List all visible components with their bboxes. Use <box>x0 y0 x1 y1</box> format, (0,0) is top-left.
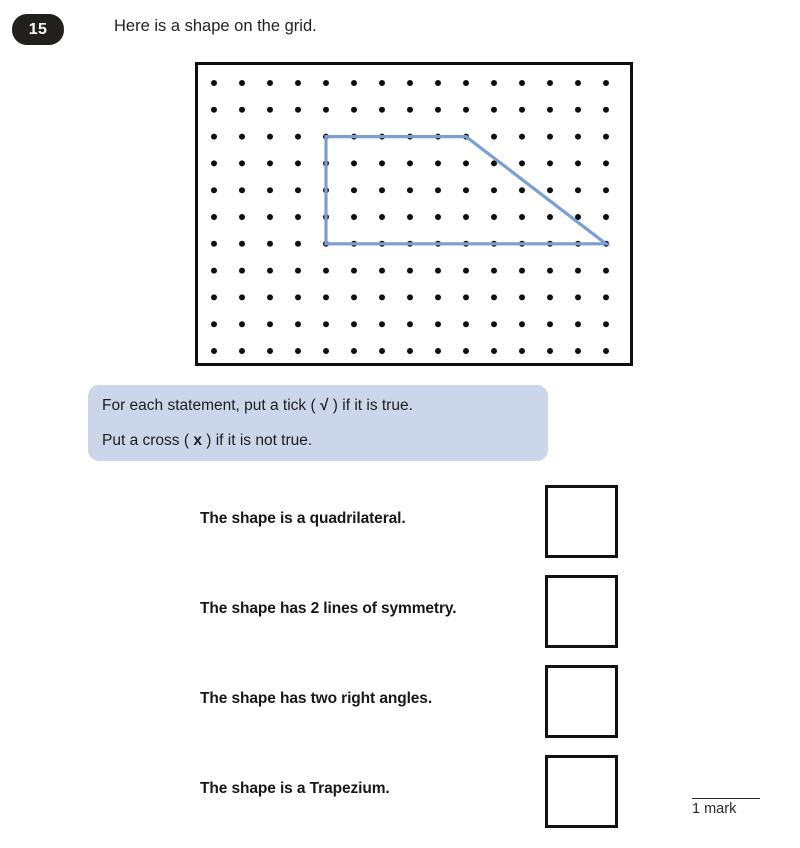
statement-row <box>0 658 800 748</box>
grid-dot <box>547 187 553 193</box>
grid-dot <box>351 107 357 113</box>
statements-list <box>0 478 800 838</box>
grid-dot <box>463 321 469 327</box>
grid-dot <box>211 214 217 220</box>
grid-dot <box>463 187 469 193</box>
instruction-cross-prefix: Put a cross ( <box>102 431 194 449</box>
grid-dot <box>491 107 497 113</box>
tick-icon: √ <box>319 397 329 414</box>
grid-dot <box>351 80 357 86</box>
grid-dot <box>435 80 441 86</box>
statement-label-quadrilateral: The shape is a quadrilateral. <box>200 510 406 527</box>
grid-dot <box>239 187 245 193</box>
instruction-tick-prefix: For each statement, put a tick ( <box>102 397 320 414</box>
statement-label-trapezium: The shape is a Trapezium. <box>200 780 390 797</box>
grid-dot <box>547 268 553 274</box>
grid-dot <box>463 107 469 113</box>
grid-dot <box>435 107 441 113</box>
grid-dot <box>519 294 525 300</box>
grid-dot <box>211 268 217 274</box>
grid-dot <box>491 134 497 140</box>
instruction-tick-suffix: ) if it is true. <box>328 397 413 414</box>
grid-dot <box>239 294 245 300</box>
grid-dot <box>435 348 441 354</box>
grid-dot <box>295 187 301 193</box>
mark-footer <box>692 798 772 817</box>
grid-dot <box>491 294 497 300</box>
grid-dot <box>519 348 525 354</box>
grid-dot <box>323 268 329 274</box>
grid-dot <box>463 268 469 274</box>
grid-dot <box>603 294 609 300</box>
grid-dot <box>239 80 245 86</box>
grid-dot <box>575 321 581 327</box>
grid-dot <box>267 160 273 166</box>
grid-dot <box>379 321 385 327</box>
mark-label: 1 mark <box>692 801 737 817</box>
dot-grid-svg <box>198 65 630 363</box>
grid-dot <box>211 348 217 354</box>
grid-dot <box>267 241 273 247</box>
grid-dot <box>267 268 273 274</box>
grid-dot <box>239 321 245 327</box>
grid-dot <box>267 187 273 193</box>
grid-dot <box>239 241 245 247</box>
grid-dot <box>519 107 525 113</box>
grid-dot <box>323 321 329 327</box>
grid-dot <box>295 214 301 220</box>
grid-dot <box>351 214 357 220</box>
grid-dot <box>575 348 581 354</box>
grid-dot <box>603 107 609 113</box>
grid-dot <box>239 160 245 166</box>
grid-dot <box>239 348 245 354</box>
grid-dot <box>603 214 609 220</box>
grid-dot <box>407 80 413 86</box>
grid-dot <box>351 160 357 166</box>
statement-row <box>0 568 800 658</box>
grid-dot <box>491 214 497 220</box>
instruction-line-cross <box>102 433 548 449</box>
grid-dot <box>379 107 385 113</box>
grid-dot <box>603 187 609 193</box>
grid-dot <box>603 134 609 140</box>
grid-dot <box>351 294 357 300</box>
grid-dot <box>407 348 413 354</box>
grid-dot <box>407 214 413 220</box>
question-header <box>0 0 800 60</box>
grid-dot <box>547 160 553 166</box>
grid-dot <box>435 160 441 166</box>
grid-dot <box>575 294 581 300</box>
grid-dot <box>463 294 469 300</box>
grid-dot <box>379 348 385 354</box>
grid-dot <box>211 294 217 300</box>
grid-dot <box>575 160 581 166</box>
grid-dot <box>603 160 609 166</box>
grid-dot <box>267 294 273 300</box>
dot-grid-panel <box>195 62 633 366</box>
grid-dot <box>519 268 525 274</box>
grid-dot <box>211 107 217 113</box>
grid-dot <box>407 107 413 113</box>
grid-dot <box>519 80 525 86</box>
question-number-badge: 15 <box>12 14 64 45</box>
cross-icon: x <box>193 431 202 449</box>
grid-dot <box>547 214 553 220</box>
grid-dot <box>295 80 301 86</box>
grid-dot <box>519 187 525 193</box>
grid-dot <box>295 241 301 247</box>
grid-dot <box>351 268 357 274</box>
grid-dot <box>379 160 385 166</box>
grid-dot <box>295 294 301 300</box>
grid-dot <box>603 80 609 86</box>
statement-row <box>0 478 800 568</box>
grid-dot <box>435 214 441 220</box>
grid-dot <box>295 134 301 140</box>
grid-dot <box>267 348 273 354</box>
answer-box-quadrilateral[interactable] <box>545 485 618 558</box>
grid-dot <box>407 268 413 274</box>
grid-dot <box>351 348 357 354</box>
grid-dot <box>351 187 357 193</box>
grid-dot <box>295 160 301 166</box>
grid-dot <box>211 321 217 327</box>
grid-dot <box>491 187 497 193</box>
grid-dot <box>323 107 329 113</box>
grid-dot <box>211 241 217 247</box>
grid-dot <box>211 134 217 140</box>
statement-label-right-angles: The shape has two right angles. <box>200 690 433 707</box>
grid-dot <box>491 321 497 327</box>
grid-dot <box>435 321 441 327</box>
grid-dot <box>435 294 441 300</box>
question-prompt: Here is a shape on the grid. <box>114 17 317 35</box>
grid-dot <box>491 80 497 86</box>
grid-dot <box>407 160 413 166</box>
grid-dot <box>323 348 329 354</box>
instruction-callout <box>88 385 548 461</box>
answer-box-symmetry[interactable] <box>545 575 618 648</box>
grid-dot <box>267 134 273 140</box>
grid-dot <box>491 348 497 354</box>
grid-dot <box>575 268 581 274</box>
grid-dot <box>239 107 245 113</box>
grid-dot <box>547 107 553 113</box>
grid-dot <box>603 348 609 354</box>
grid-dot <box>211 160 217 166</box>
instruction-cross-suffix: ) if it is not true. <box>201 431 313 449</box>
grid-dot <box>239 134 245 140</box>
grid-dot <box>379 268 385 274</box>
grid-dot <box>519 321 525 327</box>
grid-dot <box>547 321 553 327</box>
grid-dot <box>379 214 385 220</box>
grid-dot <box>575 80 581 86</box>
grid-dot <box>295 348 301 354</box>
grid-dot <box>575 107 581 113</box>
grid-dot <box>239 214 245 220</box>
instruction-line-tick <box>102 398 548 414</box>
grid-dot <box>547 348 553 354</box>
grid-dot <box>463 80 469 86</box>
grid-dot <box>211 187 217 193</box>
grid-dot <box>407 294 413 300</box>
grid-dot <box>575 187 581 193</box>
grid-dot <box>351 321 357 327</box>
grid-dot <box>295 107 301 113</box>
grid-dot <box>295 268 301 274</box>
grid-dot <box>435 187 441 193</box>
grid-dot <box>463 214 469 220</box>
grid-dot <box>519 134 525 140</box>
answer-box-trapezium[interactable] <box>545 755 618 828</box>
answer-box-right-angles[interactable] <box>545 665 618 738</box>
grid-dot <box>407 187 413 193</box>
grid-dot <box>323 80 329 86</box>
grid-dot <box>211 80 217 86</box>
grid-dot <box>547 134 553 140</box>
grid-dot <box>463 348 469 354</box>
grid-dot <box>407 321 413 327</box>
grid-dot <box>575 134 581 140</box>
grid-dot <box>267 214 273 220</box>
grid-dot <box>267 107 273 113</box>
grid-dot <box>267 80 273 86</box>
grid-dot <box>547 294 553 300</box>
grid-dots-group <box>211 80 630 354</box>
grid-dot <box>491 268 497 274</box>
grid-dot <box>323 294 329 300</box>
grid-dot <box>295 321 301 327</box>
grid-dot <box>435 268 441 274</box>
grid-dot <box>519 214 525 220</box>
grid-dot <box>547 80 553 86</box>
grid-dot <box>267 321 273 327</box>
statement-row <box>0 748 800 838</box>
grid-dot <box>379 187 385 193</box>
grid-dot <box>239 268 245 274</box>
grid-dot <box>463 160 469 166</box>
grid-dot <box>519 160 525 166</box>
grid-dot <box>603 268 609 274</box>
grid-dot <box>603 321 609 327</box>
statement-label-symmetry: The shape has 2 lines of symmetry. <box>200 600 457 617</box>
grid-dot <box>379 80 385 86</box>
grid-dot <box>379 294 385 300</box>
